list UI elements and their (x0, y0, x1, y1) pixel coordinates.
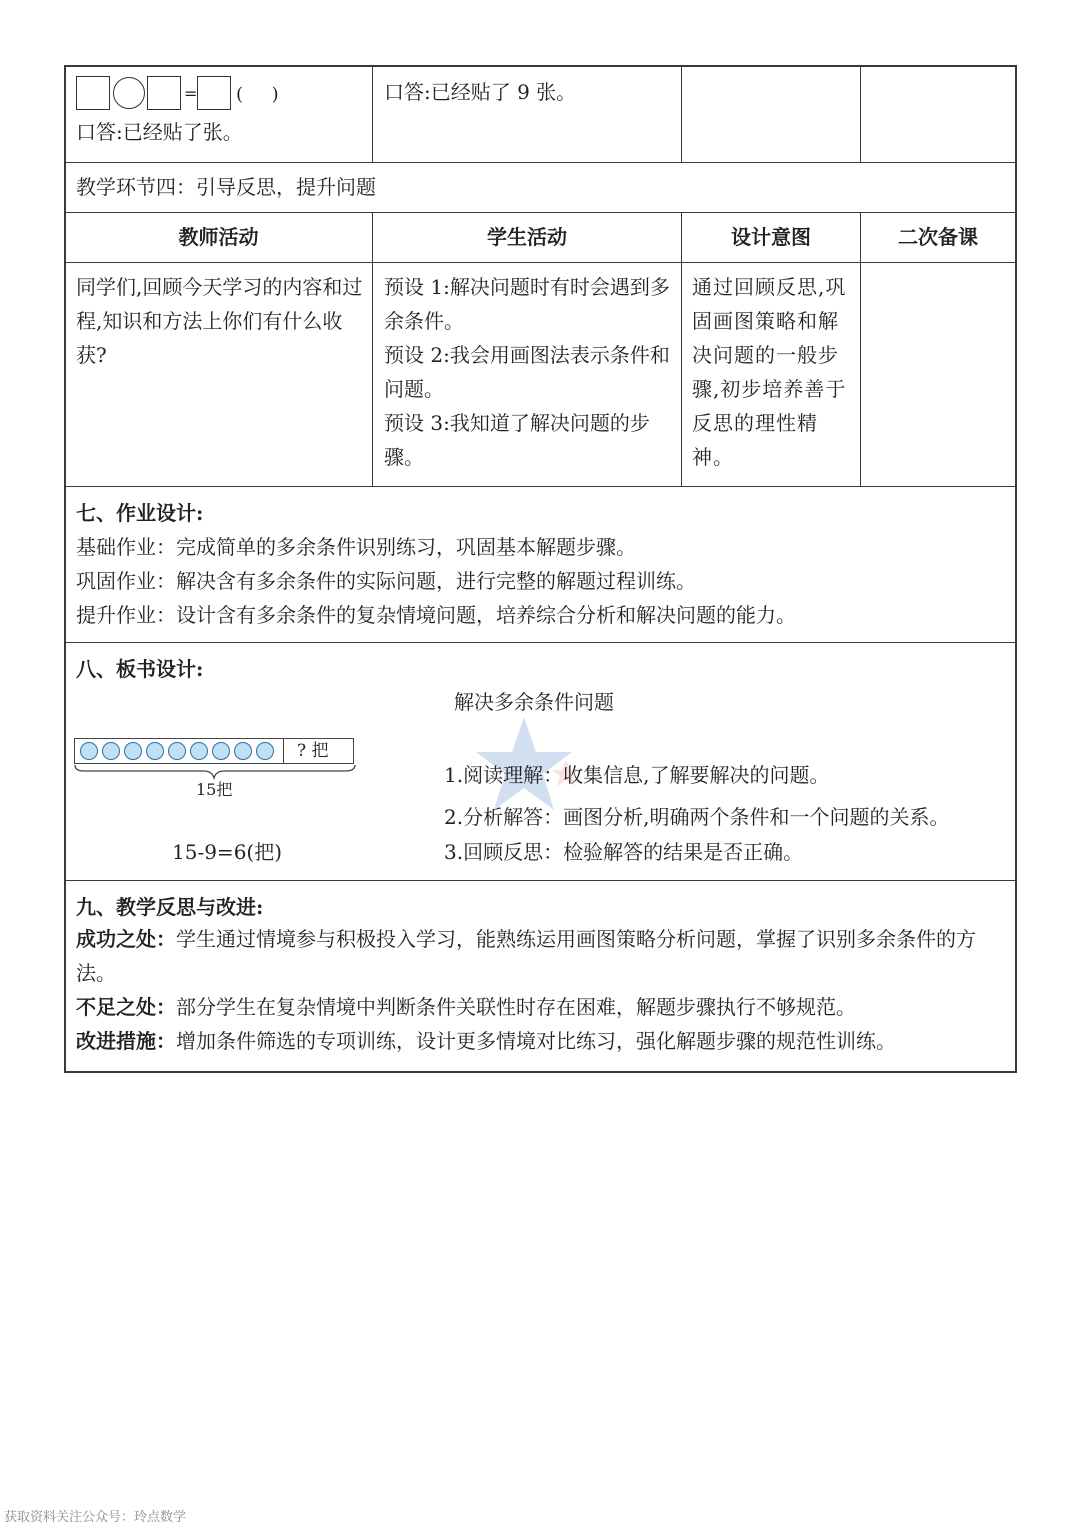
equals-sign: = (184, 84, 198, 103)
board-step-2: 2.分析解答：画图分析,明确两个条件和一个问题的关系。 (444, 805, 950, 829)
bar-split-line (283, 738, 284, 764)
reflection-success-label: 成功之处： (76, 927, 176, 951)
homework-advanced: 提升作业：设计含有多余条件的复杂情境问题，培养综合分析和解决问题的能力。 (76, 603, 796, 627)
homework-title: 七、作业设计: (76, 501, 204, 525)
board-heading: 解决多余条件问题 (454, 690, 614, 714)
footer-source-note: 获取资料关注公众号：玲点数学 (4, 1510, 187, 1525)
row-divider (64, 212, 1017, 213)
col-divider (681, 65, 682, 162)
reflection-improvement-label: 改进措施： (76, 1029, 176, 1053)
diagram-dot (102, 742, 120, 760)
diagram-dot (256, 742, 274, 760)
col-divider (860, 212, 861, 486)
teacher-question: 同学们,回顾今天学习的内容和过程,知识和方法上你们有什么收获? (76, 275, 363, 367)
table-border-bottom (64, 1071, 1017, 1073)
header-design-intent: 设计意图 (731, 225, 811, 249)
reflection-shortcoming (76, 990, 1011, 1024)
operator-circle (113, 77, 145, 109)
col-divider (860, 65, 861, 162)
student-preset: 预设 2:我会用画图法表示条件和问题。 (384, 343, 670, 401)
reflection-success-text: 学生通过情境参与积极投入学习，能熟练运用画图策略分析问题，掌握了识别多余条件的方法。 (76, 927, 976, 985)
blank-box (197, 76, 231, 110)
reflection-shortcoming-label: 不足之处： (76, 995, 176, 1019)
reflection-improvement (76, 1024, 1011, 1058)
col-divider (372, 212, 373, 486)
table-border-left (64, 65, 66, 1072)
table-border-top (64, 65, 1017, 67)
header-student-activity: 学生活动 (487, 225, 567, 249)
student-preset: 预设 3:我知道了解决问题的步骤。 (384, 411, 650, 469)
board-step-1: 1.阅读理解：收集信息,了解要解决的问题。 (444, 763, 830, 787)
header-teacher-activity: 教师活动 (178, 225, 259, 249)
row-divider (64, 642, 1017, 643)
oral-answer-filled: 口答:已经贴了 9 张。 (384, 80, 577, 104)
design-intent-text: 通过回顾反思,巩固画图策略和解决问题的一般步骤,初步培养善于反思的理性精神。 (692, 275, 847, 469)
total-label: 15把 (196, 780, 233, 799)
header-second-prep: 二次备课 (898, 225, 978, 249)
diagram-dot (146, 742, 164, 760)
unit-paren: ( ) (236, 84, 279, 105)
section4-title: 教学环节四：引导反思，提升问题 (76, 175, 376, 199)
row-divider (64, 486, 1017, 487)
row-divider (64, 880, 1017, 881)
col-divider (681, 212, 682, 486)
reflection-title: 九、教学反思与改进: (76, 895, 264, 919)
row-divider (64, 162, 1017, 163)
row-divider (64, 262, 1017, 263)
brace (74, 764, 356, 780)
board-step-3: 3.回顾反思：检验解答的结果是否正确。 (444, 840, 804, 864)
blank-box (147, 76, 181, 110)
diagram-dot (234, 742, 252, 760)
homework-basic: 基础作业：完成简单的多余条件识别练习，巩固基本解题步骤。 (76, 535, 636, 559)
col-divider (372, 65, 373, 162)
homework-consolidate: 巩固作业：解决含有多余条件的实际问题，进行完整的解题过程训练。 (76, 569, 696, 593)
diagram-dot (190, 742, 208, 760)
diagram-dot (80, 742, 98, 760)
diagram-dot (168, 742, 186, 760)
reflection-shortcoming-text: 部分学生在复杂情境中判断条件关联性时存在困难，解题步骤执行不够规范。 (176, 995, 856, 1019)
table-border-right (1015, 65, 1017, 1072)
oral-answer-blank: 口答:已经贴了张。 (76, 120, 243, 144)
board-equation: 15-9=6(把) (172, 840, 283, 864)
diagram-dot (212, 742, 230, 760)
reflection-improvement-text: 增加条件筛选的专项训练，设计更多情境对比练习，强化解题步骤的规范性训练。 (176, 1029, 896, 1053)
blank-box (76, 76, 110, 110)
board-title: 八、板书设计: (76, 657, 204, 681)
reflection-success (76, 922, 1011, 990)
student-preset: 预设 1:解决问题时有时会遇到多余条件。 (384, 275, 670, 333)
unknown-label: ? 把 (297, 741, 329, 761)
diagram-dot (124, 742, 142, 760)
